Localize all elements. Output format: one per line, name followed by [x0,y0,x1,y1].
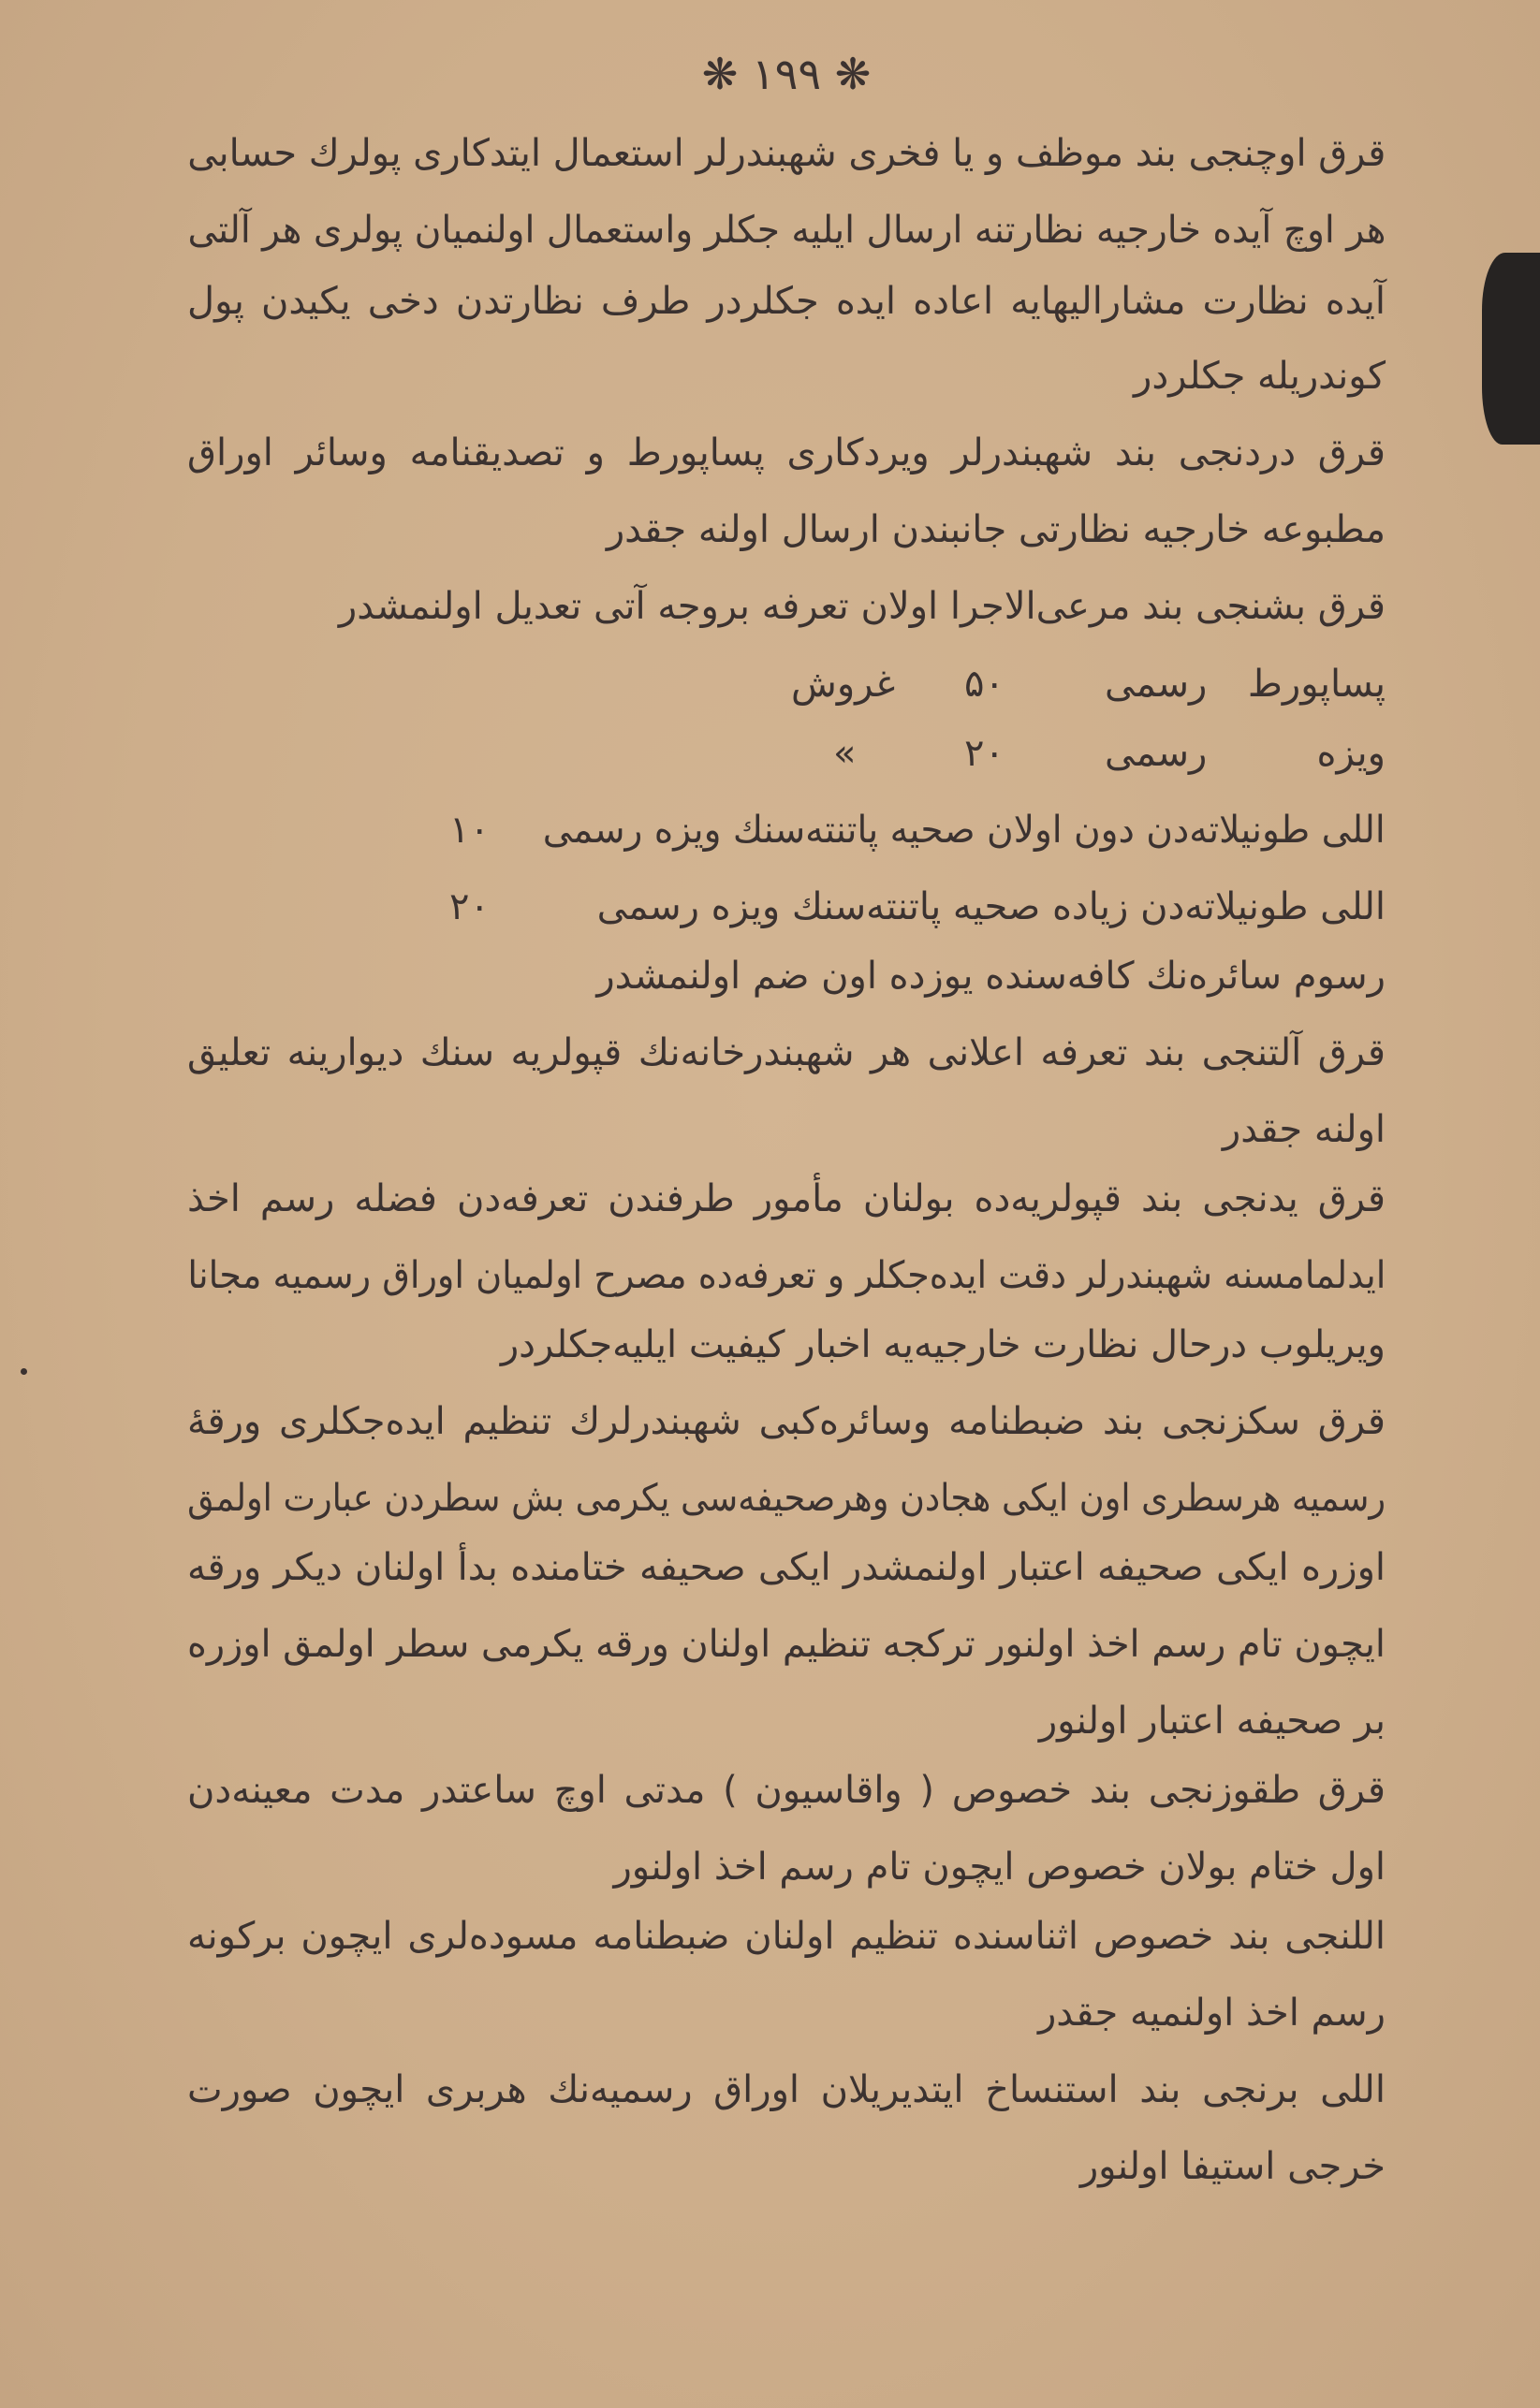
text-line [187,1540,1386,1596]
text-line [187,1025,1386,1081]
tariff-amount: ۲۰ [964,732,1005,775]
text-line-content: قرق آلتنجی بند تعرفه اعلانی هر شهبندرخانه‌نك قپولریه سنك دیوارینه تعلیق [187,1031,1386,1074]
text-line-content: اللی برنجی بند استنساخ ایتدیریلان اوراق رسمیه‌نك هربری ایچون صورت [187,2068,1386,2111]
text-line-content: ویریلوب درحال نظارت خارجیه‌یه اخبار کیفیت ایلیه‌جکلردر [500,1323,1386,1366]
text-line [187,1693,1386,1749]
text-line-content: اللنجی بند خصوص اثناسنده تنظیم اولنان ضبطنامه مسوده‌لری ایچون برکونه [187,1915,1386,1958]
text-line-content: ایچون تام رسم اخذ اولنور ترکجه تنظیم اولنان ورقه یکرمی سطر اولمق اوزره [187,1623,1386,1666]
tariff-amount: ۱۰ [449,809,490,852]
text-line-content: قرق دردنجی بند شهبندرلر ویردکاری پساپورط و تصدیقنامه وسائر اوراق [187,431,1386,474]
text-line [187,578,1386,635]
text-line [187,2138,1386,2195]
text-line [187,1394,1386,1450]
text-line-content: قرق یدنجی بند قپولریه‌ده بولنان مأمور طرفندن تعرفه‌دن فضله رسم اخذ [187,1177,1386,1220]
text-line [187,348,1386,404]
text-line-content: قرق اوچنجی بند موظف و یا فخری شهبندرلر استعمال ایتدکاری پولرك حسابی [187,132,1386,175]
tariff-unit: » [833,732,857,775]
text-line [187,2062,1386,2118]
text-line-content: اول ختام بولان خصوص ایچون تام رسم اخذ اولنور [613,1846,1386,1889]
text-line-content: ایدلمامسنه شهبندرلر دقت ایده‌جکلر و تعرفه‌ده مصرح اولمیان اوراق رسمیه مجانا [187,1254,1386,1297]
text-line [187,1762,1386,1818]
text-line [187,1839,1386,1895]
tariff-item: اللی طونیلاته‌دن زیاده صحیه پاتنته‌سنك ویزه رسمی [596,885,1386,928]
text-line-content: رسمیه هرسطری اون ایکی هجادن وهرصحیفه‌سی یکرمی بش سطردن عبارت اولمق [187,1477,1386,1520]
torn-edge-stain [1482,253,1540,445]
tariff-amount: ۵۰ [964,663,1005,706]
text-line-content: قرق طقوزنجی بند خصوص ( واقاسیون ) مدتی اوچ ساعتدر مدت معینه‌دن [187,1769,1386,1812]
text-line [187,273,1386,329]
text-line-content: قرق بشنجی بند مرعی‌الاجرا اولان تعرفه بروجه آتی تعدیل اولنمشدر [338,585,1386,628]
text-line-content: قرق سکزنجی بند ضبطنامه وسائره‌کبی شهبندرلرك تنظیم ایده‌جکلری ورقهٔ [187,1400,1386,1443]
text-line [187,1102,1386,1158]
text-line-content: اوزره ایکی صحیفه اعتبار اولنمشدر ایکی صحیفه ختامنده بدأ اولنان دیکر ورقه [187,1546,1386,1589]
text-line [187,425,1386,481]
text-line [187,1470,1386,1526]
tariff-item: اللی طونیلاته‌دن دون اولان صحیه پاتنته‌سنك ویزه رسمی [543,809,1386,852]
text-line-content: هر اوچ آیده خارجیه نظارتنه ارسال ایلیه جکلر واستعمال اولنمیان پولری هر آلتی [187,209,1386,252]
tariff-amount: ۲۰ [449,885,490,928]
text-line [187,1317,1386,1373]
page-number-text: ۱۹۹ [751,49,822,99]
text-line [187,202,1386,258]
text-line-content: آیده نظارت مشارالیهایه اعاده ایده جکلردر طرف نظارتدن دخی یکیدن پول [187,280,1386,323]
text-line [187,125,1386,182]
text-line [187,1248,1386,1304]
ornament-icon: ❋ [701,49,739,99]
text-line [187,1616,1386,1672]
text-line [187,948,1386,1004]
text-line-content: رسم اخذ اولنمیه جقدر [1037,1992,1386,2035]
tariff-item: پساپورط [1247,663,1386,706]
text-line-content: مطبوعه خارجیه نظارتی جانبندن ارسال اولنه جقدر [606,508,1386,551]
text-line [187,502,1386,558]
text-line [187,1908,1386,1964]
tariff-item: ویزه [1316,732,1386,775]
text-line-content: رسوم سائره‌نك کافه‌سنده یوزده اون ضم اولنمشدر [596,955,1386,998]
text-line-content: کوندریله جکلردر [1134,355,1386,398]
tariff-unit: غروش [791,663,896,706]
text-line [187,1985,1386,2041]
tariff-label: رسمی [1105,732,1208,775]
text-line-content: خرجی استیفا اولنور [1079,2145,1386,2188]
page-number [693,49,880,99]
ornament-icon: ❋ [834,49,872,99]
text-line-content: بر صحیفه اعتبار اولنور [1038,1700,1386,1743]
text-line [187,1171,1386,1227]
text-line-content: اولنه جقدر [1222,1108,1386,1151]
ink-speck [21,1368,27,1375]
tariff-label: رسمی [1105,663,1208,706]
